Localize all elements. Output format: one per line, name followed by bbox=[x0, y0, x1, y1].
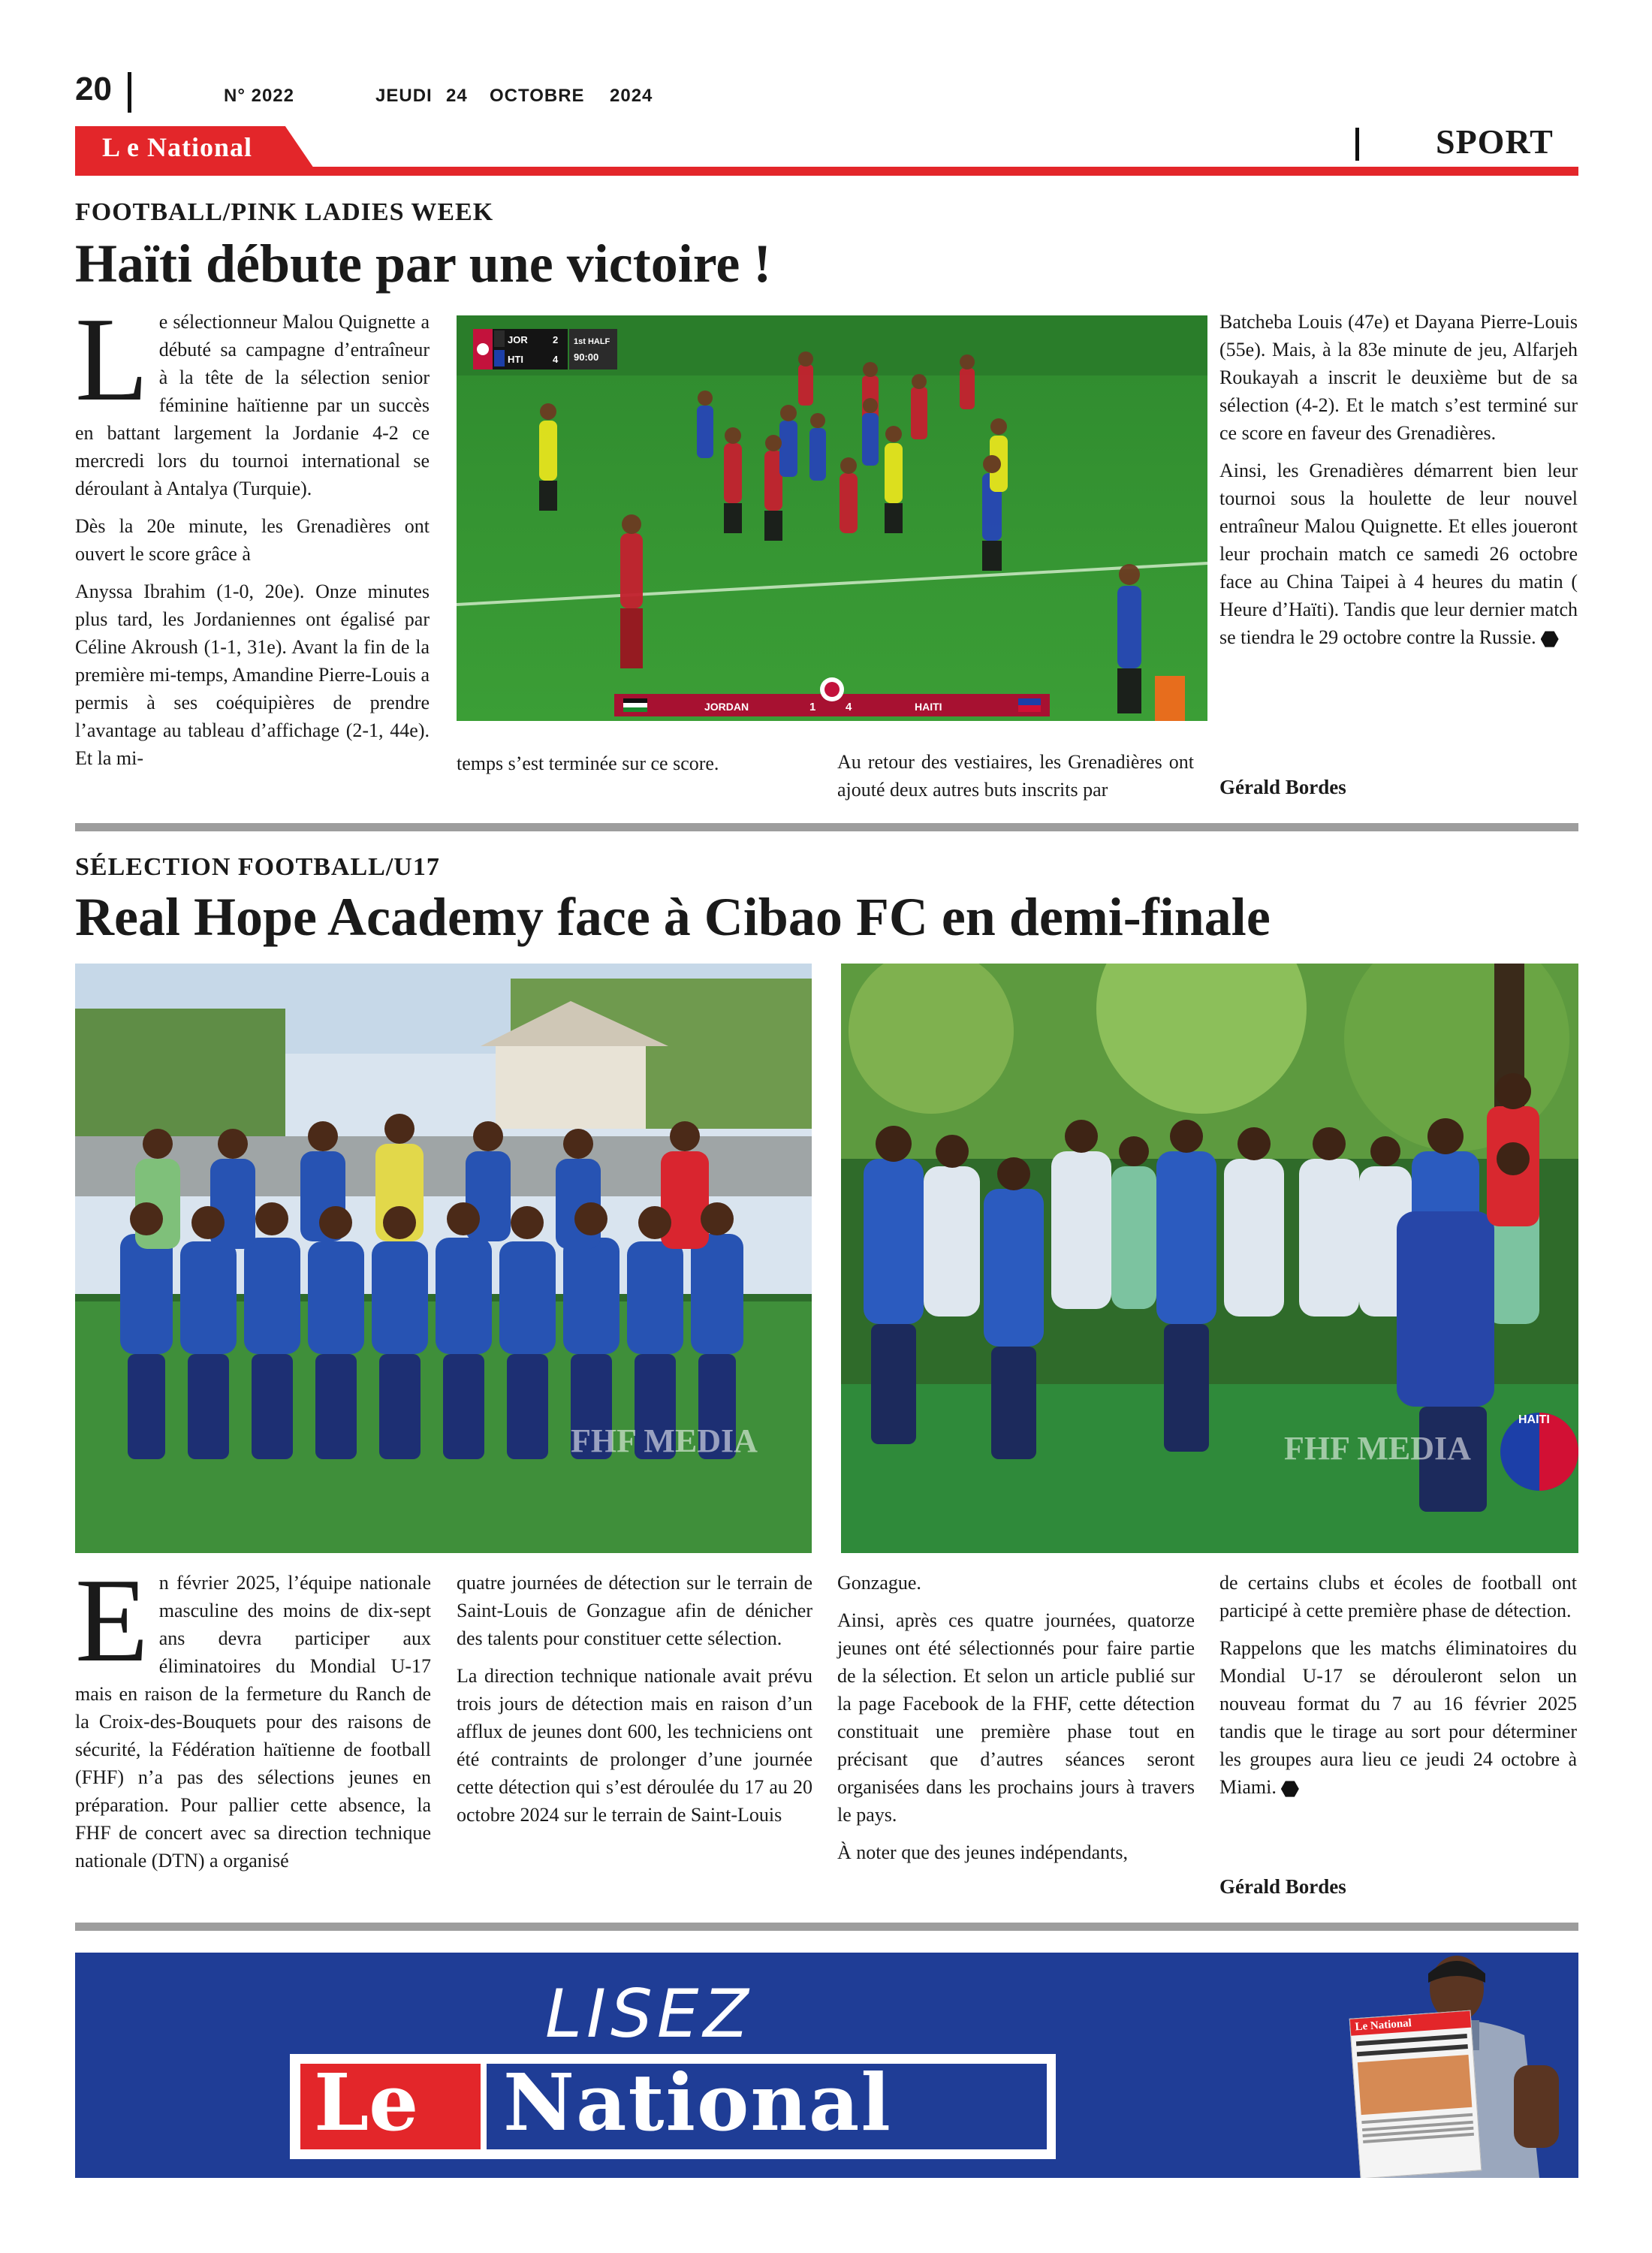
scorebug-clock: 90:00 bbox=[574, 351, 599, 363]
article1-kicker: FOOTBALL/PINK LADIES WEEK bbox=[75, 198, 494, 226]
article1-paragraph-4: Batcheba Louis (47e) et Dayana Pierre-Louis (55e). Mais, à la 83e minute de jeu, Alfarjeh Roukayah a inscrit le deuxième but de sa sélection (4-2). Et le match s’est terminé sur ce score en faveur des Grenadières. bbox=[1219, 311, 1578, 444]
match-broadcast-photo bbox=[457, 315, 1207, 721]
ad-newspaper-headline-line bbox=[1357, 2044, 1468, 2056]
article2-paragraph-1: n février 2025, l’équipe nationale masculine des moins de dix-sept ans devra participer aux éliminatoires du Mondial U-17 mais en raison de la fermeture du Ranch de la Croix-des-Bouquets pour des raisons de sécurité, la Fédération haïtienne de football (FHF) n’a pas des sélections jeunes en préparation. Pour pallier cette absence, la FHF de concert avec sa direction technique nationale (DTN) a organisé bbox=[75, 1572, 431, 1871]
end-of-article-icon bbox=[1541, 630, 1559, 648]
article2-kicker: SÉLECTION FOOTBALL/U17 bbox=[75, 853, 440, 881]
article2-paragraph-7: de certains clubs et écoles de football ont participé à cette première phase de détection. bbox=[1219, 1572, 1577, 1621]
article1-column-2-text: temps s’est terminée sur ce score. bbox=[457, 753, 719, 774]
article1-paragraph-5: Ainsi, les Grenadières démarrent bien leur tournoi sous la houlette de leur nouvel entraîneur Malou Quignette. Et elles joueront leur prochain match ce samedi 26 octobre face au China Taipei à 4 heures du matin ( Heure d’Haïti). Tandis que leur dernier match se tiendra le 29 octobre contre la Russie. bbox=[1219, 460, 1578, 648]
team-photo-illustration bbox=[75, 964, 812, 1553]
detection-session-illustration bbox=[841, 964, 1578, 1553]
bottom-bar-team1: JORDAN bbox=[704, 701, 749, 713]
team-photo-watermark: FHF MEDIA bbox=[571, 1422, 758, 1459]
page-number-divider bbox=[128, 72, 131, 113]
article2-paragraph-2: quatre journées de détection sur le terrain de Saint-Louis de Gonzague afin de dénicher des talents pour constituer cette sélection. bbox=[457, 1572, 812, 1649]
page-number: 20 bbox=[75, 71, 112, 107]
article1-byline: Gérald Bordes bbox=[1219, 776, 1346, 798]
section-divider bbox=[1355, 128, 1359, 161]
team-photo bbox=[75, 964, 812, 1553]
ad-newspaper-masthead: Le National bbox=[1350, 2011, 1471, 2036]
article1-paragraph-3: Anyssa Ibrahim (1-0, 20e). Onze minutes plus tard, les Jordaniennes ont égalisé par Céline Akroush (1-1, 31e). Avant la fin de la première mi-temps, Amandine Pierre-Louis a permis à ses coéquipières de prendre l’avantage au tableau d’affichage (2-1, 44e). Et la mi- bbox=[75, 581, 430, 769]
header-red-rule bbox=[75, 167, 1578, 176]
ad-newspaper-photo bbox=[1358, 2055, 1473, 2115]
issue-year: 2024 bbox=[610, 86, 653, 106]
article2-paragraph-5: Ainsi, après ces quatre journées, quatorze jeunes ont été sélectionnés pour faire partie de la sélection. Et selon un article publié sur la page Facebook de la FHF, cette détection constituait une première phase tout en précisant que d’autres séances seront organisées dans les prochains jours à travers le pays. bbox=[837, 1609, 1195, 1826]
ad-newspaper bbox=[1349, 2010, 1482, 2178]
brand-logo-text: L e National bbox=[102, 132, 253, 162]
article2-byline: Gérald Bordes bbox=[1219, 1875, 1346, 1898]
issue-day: JEUDI bbox=[375, 86, 433, 106]
scorebug-team1-score: 2 bbox=[553, 334, 559, 345]
ad-logo-national: National bbox=[503, 2056, 892, 2149]
article2-paragraph-3: La direction technique nationale avait prévu trois jours de détection mais en raison d’un afflux de jeunes dont 600, les techniciens ont été contraints de prolonger d’une journée cette détection qui s’est déroulée du 17 au 20 octobre 2024 sur le terrain de Saint-Louis bbox=[457, 1665, 812, 1826]
scorebug-team1-abbr: JOR bbox=[508, 334, 528, 345]
article1-dropcap: L bbox=[75, 292, 149, 426]
bottom-bar-score2: 4 bbox=[846, 701, 852, 713]
article1-column-1 bbox=[75, 292, 430, 782]
scorebug-team2-abbr: HTI bbox=[508, 354, 523, 365]
section-name: SPORT bbox=[1436, 122, 1554, 161]
article1-column-3 bbox=[837, 748, 1194, 813]
article2-column-3 bbox=[837, 1569, 1195, 1876]
scorebug-team2-score: 4 bbox=[553, 354, 559, 365]
article2-headline: Real Hope Academy face à Cibao FC en demi-finale bbox=[75, 887, 1271, 947]
issue-number: N° 2022 bbox=[224, 86, 294, 106]
article2-paragraph-8: Rappelons que les matchs éliminatoires du Mondial U-17 se dérouleront selon un nouveau format du 7 au 16 février 2025 tandis que le tirage au sort pour déterminer les groupes aura lieu ce jeudi 24 octobre à Miami. bbox=[1219, 1637, 1577, 1798]
ad-lisez: LISEZ bbox=[545, 1975, 753, 2052]
fhf-badge-text: HAITI bbox=[1518, 1413, 1550, 1426]
article2-column-2 bbox=[457, 1569, 812, 1838]
article2-paragraph-4: Gonzague. bbox=[837, 1572, 921, 1594]
section-rule-2 bbox=[75, 1923, 1578, 1931]
issue-date-day: 24 bbox=[446, 86, 468, 106]
article2-paragraph-6: À noter que des jeunes indépendants, bbox=[837, 1841, 1129, 1863]
article1-paragraph-1: e sélectionneur Malou Quignette a débuté sa campagne d’entraîneur à la tête de la sélection senior féminine haïtienne par un succès en battant largement la Jordanie 4-2 ce mercredi lors du tournoi international se déroulant à Antalya (Turquie). bbox=[75, 311, 430, 499]
article1-column-4 bbox=[1219, 308, 1578, 661]
bottom-bar-score1: 1 bbox=[809, 701, 816, 713]
article1-paragraph-2: Dès la 20e minute, les Grenadières ont ouvert le score grâce à bbox=[75, 515, 430, 565]
scorebug-period: 1st HALF bbox=[574, 337, 610, 346]
match-broadcast-illustration bbox=[457, 315, 1207, 721]
ad-newspaper-headline-line bbox=[1356, 2034, 1467, 2046]
article1-column-3-text: Au retour des vestiaires, les Grenadières ont ajouté deux autres buts inscrits par bbox=[837, 751, 1194, 801]
ad-logo-le: Le bbox=[314, 2056, 419, 2149]
article2-column-4 bbox=[1219, 1569, 1577, 1811]
bottom-bar-team2: HAITI bbox=[915, 701, 942, 713]
detection-photo-watermark: FHF MEDIA bbox=[1284, 1430, 1471, 1467]
detection-session-photo bbox=[841, 964, 1578, 1553]
section-rule-1 bbox=[75, 823, 1578, 831]
article2-dropcap: E bbox=[75, 1553, 149, 1687]
end-of-article-icon bbox=[1281, 1780, 1299, 1798]
article1-column-2 bbox=[457, 749, 798, 787]
article1-headline: Haïti débute par une victoire ! bbox=[75, 234, 772, 294]
issue-month: OCTOBRE bbox=[490, 86, 585, 106]
article2-column-1 bbox=[75, 1553, 431, 1884]
subscription-ad[interactable] bbox=[75, 1953, 1578, 2178]
